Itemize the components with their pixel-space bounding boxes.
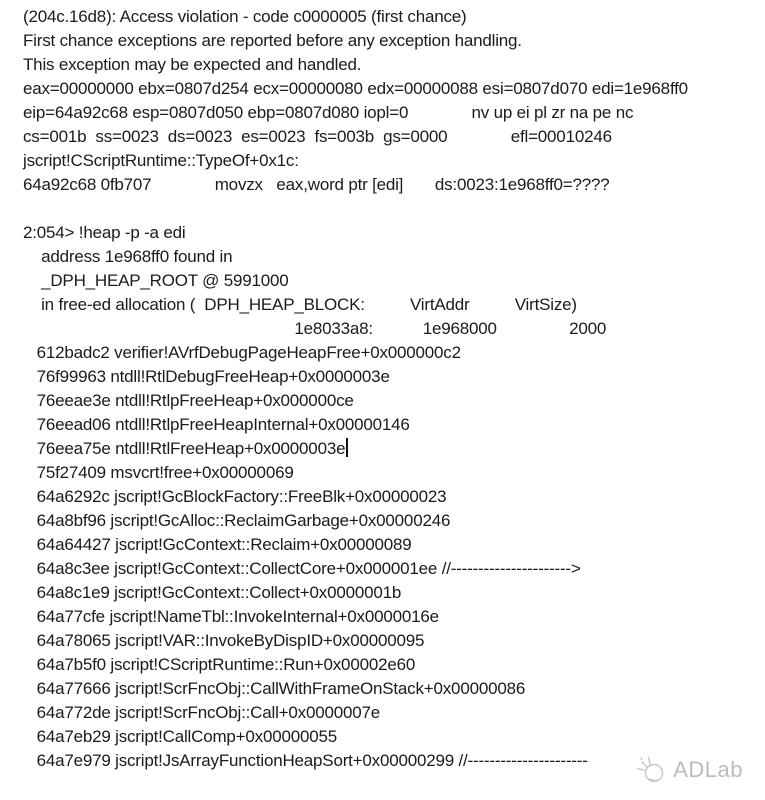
- console-line: [23, 197, 765, 221]
- console-line: 76f99963 ntdll!RtlDebugFreeHeap+0x0000003e: [23, 367, 390, 386]
- console-line: 612badc2 verifier!AVrfDebugPageHeapFree+0x000000c2: [23, 343, 461, 362]
- console-line: 64a7e979 jscript!JsArrayFunctionHeapSort+0x00000299 //----------------------: [23, 751, 588, 770]
- console-line: 1e8033a8: 1e968000 2000: [23, 319, 607, 338]
- console-line: 64a92c68 0fb707 movzx eax,word ptr [edi] ds:0023:1e968ff0=????: [23, 175, 610, 194]
- console-line: First chance exceptions are reported before any exception handling.: [23, 31, 522, 50]
- console-line: 64a6292c jscript!GcBlockFactory::FreeBlk+0x00000023: [23, 487, 447, 506]
- console-line: 64a8bf96 jscript!GcAlloc::ReclaimGarbage+0x00000246: [23, 511, 451, 530]
- console-line: cs=001b ss=0023 ds=0023 es=0023 fs=003b gs=0000 efl=00010246: [23, 127, 612, 146]
- console-line: 64a7eb29 jscript!CallComp+0x00000055: [23, 727, 337, 746]
- console-line: 64a7b5f0 jscript!CScriptRuntime::Run+0x00002e60: [23, 655, 416, 674]
- console-line: 76eea75e ntdll!RtlFreeHeap+0x0000003e: [23, 437, 765, 461]
- console-line: jscript!CScriptRuntime::TypeOf+0x1c:: [23, 151, 299, 170]
- console-line: 64a77cfe jscript!NameTbl::InvokeInternal+0x0000016e: [23, 607, 439, 626]
- console-line: 64a8c3ee jscript!GcContext::CollectCore+0x000001ee //---------------------->: [23, 559, 581, 578]
- console-line: 2:054> !heap -p -a edi: [23, 223, 186, 242]
- console-line: eax=00000000 ebx=0807d254 ecx=00000080 edx=00000088 esi=0807d070 edi=1e968ff0: [23, 79, 688, 98]
- watermark-label: ADLab: [673, 757, 743, 782]
- console-line: (204c.16d8): Access violation - code c0000005 (first chance): [23, 7, 467, 26]
- console-line: 64a78065 jscript!VAR::InvokeByDispID+0x00000095: [23, 631, 425, 650]
- console-line: 64a64427 jscript!GcContext::Reclaim+0x00000089: [23, 535, 412, 554]
- console-line: 64a77666 jscript!ScrFncObj::CallWithFrameOnStack+0x00000086: [23, 679, 526, 698]
- text-caret: [346, 438, 348, 457]
- console-line: 75f27409 msvcrt!free+0x00000069: [23, 463, 294, 482]
- console-line: _DPH_HEAP_ROOT @ 5991000: [23, 271, 289, 290]
- console-line: 76eeae3e ntdll!RtlpFreeHeap+0x000000ce: [23, 391, 354, 410]
- console-line: 76eead06 ntdll!RtlpFreeHeapInternal+0x00000146: [23, 415, 410, 434]
- console-line: This exception may be expected and handled.: [23, 55, 362, 74]
- console-line: eip=64a92c68 esp=0807d050 ebp=0807d080 iopl=0 nv up ei pl zr na pe nc: [23, 103, 634, 122]
- console-line: address 1e968ff0 found in: [23, 247, 233, 266]
- debugger-console-output[interactable]: [23, 5, 765, 800]
- console-line: 64a772de jscript!ScrFncObj::Call+0x0000007e: [23, 703, 380, 722]
- console-line: in free-ed allocation ( DPH_HEAP_BLOCK: VirtAddr VirtSize): [23, 295, 577, 314]
- console-line: 64a8c1e9 jscript!GcContext::Collect+0x0000001b: [23, 583, 402, 602]
